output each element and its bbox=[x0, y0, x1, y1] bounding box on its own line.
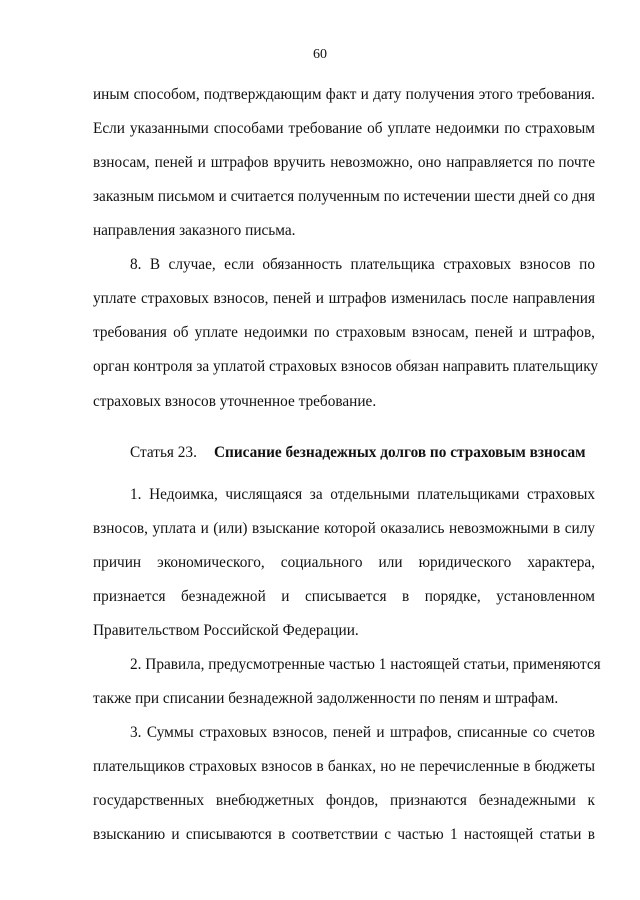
text-line: 8. В случае, если обязанность плательщика страховых взносов по bbox=[130, 256, 595, 273]
text-line: причин экономического, социального или юридического характера, bbox=[93, 554, 595, 571]
text-line: признается безнадежной и списывается в порядке, установленном bbox=[93, 588, 595, 605]
text-line: государственных внебюджетных фондов, признаются безнадежными к bbox=[93, 792, 595, 809]
article-heading bbox=[130, 444, 595, 462]
text-line: уплате страховых взносов, пеней и штрафов изменилась после направления bbox=[93, 290, 595, 307]
text-line: заказным письмом и считается полученным по истечении шести дней со дня bbox=[93, 188, 595, 205]
text-line: требования об уплате недоимки по страховым взносам, пеней и штрафов, bbox=[93, 324, 595, 341]
text-line: Правительством Российской Федерации. bbox=[93, 622, 359, 639]
text-line: 3. Суммы страховых взносов, пеней и штрафов, списанные со счетов bbox=[130, 724, 595, 741]
page-number: 60 bbox=[313, 47, 327, 62]
text-line: направления заказного письма. bbox=[93, 222, 296, 239]
text-line: взносов, уплата и (или) взыскание которой оказались невозможными в силу bbox=[93, 520, 595, 537]
text-line: взносам, пеней и штрафов вручить невозможно, оно направляется по почте bbox=[93, 154, 595, 171]
text-line: 2. Правила, предусмотренные частью 1 настоящей статьи, применяются bbox=[130, 656, 601, 673]
text-line: страховых взносов уточненное требование. bbox=[93, 393, 377, 410]
text-line: 1. Недоимка, числящаяся за отдельными плательщиками страховых bbox=[130, 486, 595, 503]
text-line: плательщиков страховых взносов в банках, но не перечисленные в бюджеты bbox=[93, 758, 595, 775]
text-line: также при списании безнадежной задолженности по пеням и штрафам. bbox=[93, 690, 559, 707]
article-number: Статья 23. bbox=[130, 444, 197, 461]
text-line: взысканию и списываются в соответствии с частью 1 настоящей статьи в bbox=[93, 826, 595, 843]
article-title: Списание безнадежных долгов по страховым взносам bbox=[214, 444, 586, 461]
text-line: Если указанными способами требование об уплате недоимки по страховым bbox=[93, 120, 595, 137]
text-line: орган контроля за уплатой страховых взносов обязан направить плательщику bbox=[93, 358, 599, 375]
text-line: иным способом, подтверждающим факт и дату получения этого требования. bbox=[93, 86, 595, 103]
